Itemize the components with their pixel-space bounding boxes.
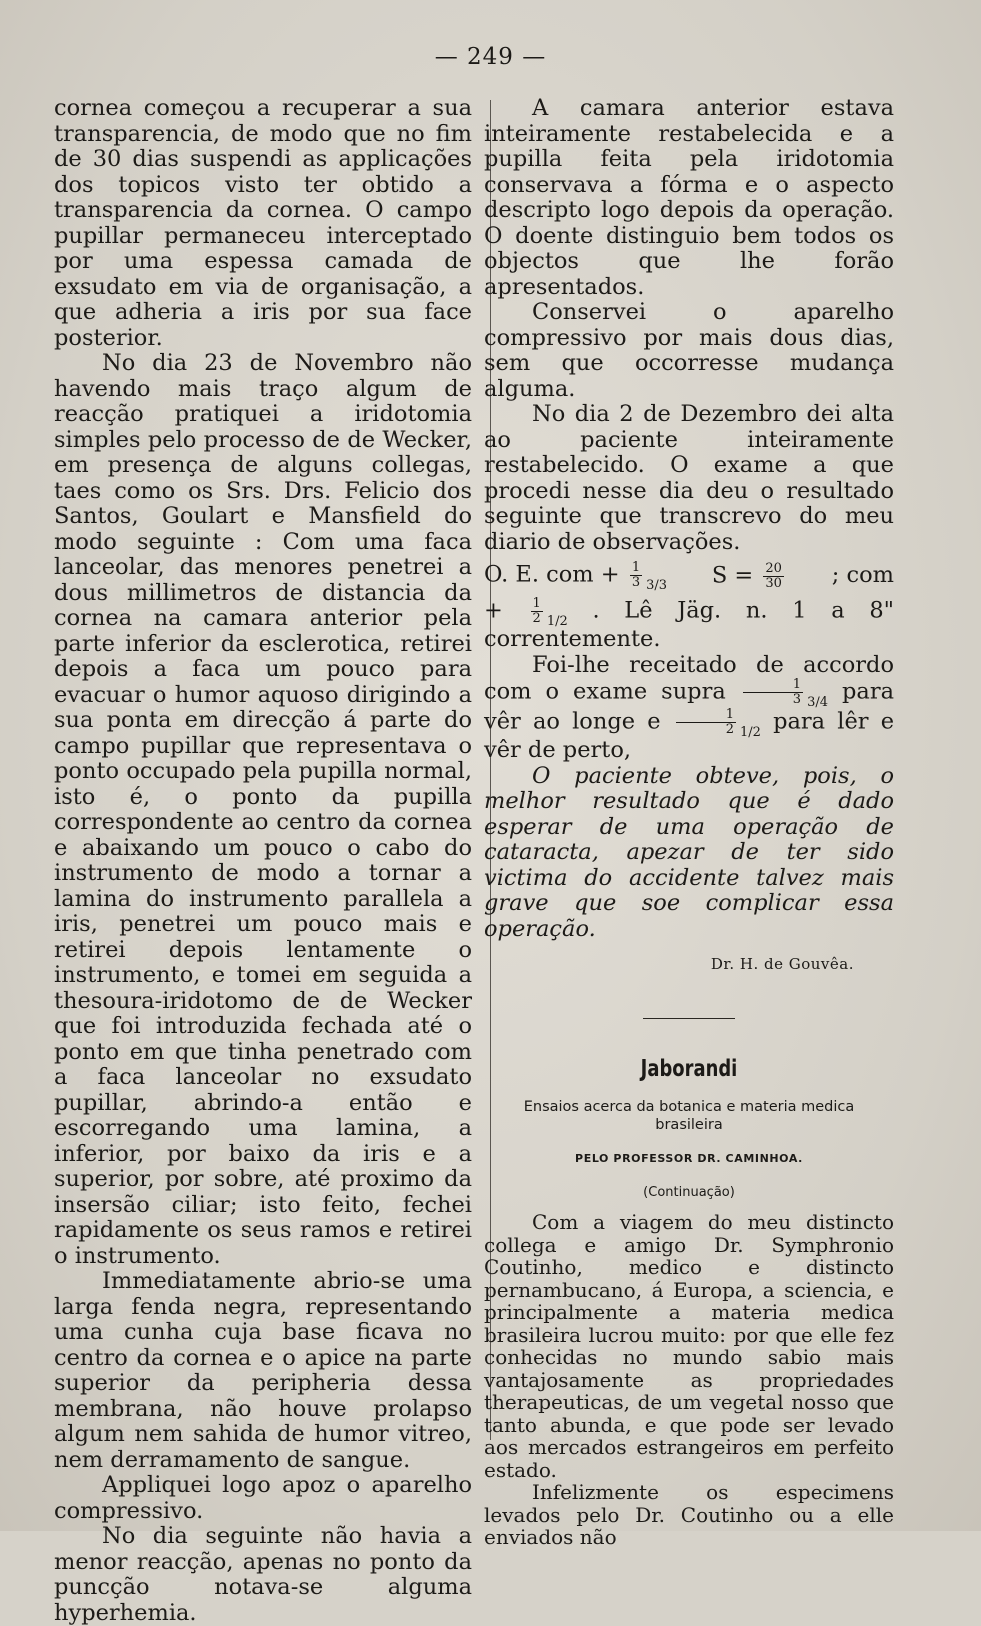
fraction: $\frac{1}{2}$ xyxy=(676,708,736,737)
formula-text: S = $\frac{20}{30}$ xyxy=(711,560,782,591)
paragraph: Foi-lhe receitado de accordo com o exame supra $\frac{1}{3}$ $_{3/4}$ para vêr ao longe e $\frac{1}{2}$ $_{1/2}$ para lêr e vêr de perto, xyxy=(484,651,895,763)
article-title: Jaborandi xyxy=(640,1055,738,1082)
paragraph: A camara anterior estava inteiramente restabelecida e a pupilla feita pela iridotomia conservava a fórma e o aspecto descripto logo depois da operação. O doente distinguio bem todos os objectos que lhe forão apresentados. xyxy=(484,95,894,300)
continuation-note: (Continuação) xyxy=(643,1184,735,1200)
article-subtitle: Ensaios acerca da botanica e materia medica brasileira xyxy=(523,1099,855,1133)
page-number: — 249 — xyxy=(434,44,547,70)
fraction: $\frac{1}{2}$ xyxy=(532,596,541,626)
paragraph: No dia seguinte não havia a menor reacção, apenas no ponto da puncção notava-se alguma hyperhemia. xyxy=(54,1523,472,1626)
left-column xyxy=(54,96,472,1626)
paragraph: Immediatamente abrio-se uma larga fenda negra, representando uma cunha cuja base ficava no centro da cornea e o apice na parte superior da peripheria dessa membrana, não houve prolapso algum nem sahida de humor vitreo, nem derramamento de sangue. xyxy=(54,1268,472,1473)
signature: Dr. H. de Gouvêa. xyxy=(710,955,854,973)
paragraph: Conservei o aparelho compressivo por mais dous dias, sem que occorresse mudança alguma. xyxy=(484,299,894,402)
fraction: $\frac{20}{30}$ xyxy=(765,560,782,591)
paragraph: Com a viagem do meu distincto collega e amigo Dr. Symphronio Coutinho, medico e distincto pernambucano, á Europa, a sciencia, e principalmente a materia medica brasileira lucrou muito: por que elle fez conhecidas no mundo sabio mais vantajosamente as propriedades therapeuticas, de um vegetal nosso que tanto abunda, e que pode ser levado aos mercados estrangeiros em perfeito estado. xyxy=(484,1210,894,1482)
paragraph: No dia 2 de Dezembro dei alta ao paciente inteiramente restabelecido. O exame a que procedi nesse dia deu o resultado seguinte que transcrevo do meu diario de observações. xyxy=(484,401,894,555)
paragraph: Appliquei logo apoz o aparelho compressivo. xyxy=(54,1472,472,1524)
formula-line: + $\frac{1}{2}$ $_{1/2}$ . Lê Jäg. n. 1 a 8" correntemente. xyxy=(484,596,894,652)
formula-text: O. E. com + $\frac{1}{3}$ $_{3/3}$ xyxy=(484,560,668,593)
fraction: $\frac{1}{3}$ xyxy=(743,678,803,707)
paragraph: cornea começou a recuperar a sua transparencia, de modo que no fim de 30 dias suspendi as applicações dos topicos visto ter obtido a transparencia da cornea. O campo pupillar permaneceu interceptado por uma espessa camada de exsudato em via de organisação, a que adheria a iris por sua face posterior. xyxy=(54,95,472,351)
formula-line xyxy=(484,561,894,591)
fraction: $\frac{1}{3}$ xyxy=(631,560,641,590)
right-column xyxy=(484,96,894,1549)
paragraph: O paciente obteve, pois, o melhor resultado que é dado esperar de uma operação de cataracta, apezar de ter sido victima do accidente talvez mais grave que soe complicar essa operação. xyxy=(484,762,894,942)
section-divider xyxy=(643,1018,735,1019)
byline: PELO PROFESSOR DR. CAMINHOA. xyxy=(575,1152,803,1165)
paragraph: Infelizmente os especimens levados pelo Dr. Coutinho ou a elle enviados não xyxy=(484,1480,894,1549)
paragraph: No dia 23 de Novembro não havendo mais traço algum de reacção pratiquei a iridotomia simples pelo processo de de Wecker, em presença de alguns collegas, taes como os Srs. Drs. Felicio dos Santos, Goulart e Mansfield do modo seguinte : Com uma faca lanceolar, das menores penetrei a dous millimetros de distancia da cornea na camara anterior pela parte inferior da esclerotica, retirei depois a faca um pouco para evacuar o humor aquoso dirigindo a sua ponta em direcção á parte do campo pupillar que representava o ponto occupado pela pupilla normal, isto é, o ponto da pupilla correspondente ao centro da cornea e abaixando um pouco o cabo do instrumento de modo a tornar a lamina do instrumento parallela a iris, penetrei um pouco mais e retirei depois lentamente o instrumento, e tomei em seguida a thesoura-iridotomo de de Wecker que foi introduzida fechada até o ponto em que tinha penetrado com a faca lanceolar no exsudato pupillar, abrindo-a então e escorregando uma lamina, a inferior, por baixo da iris e a superior, por sobre, até proximo da insersão ciliar; isto feito, fechei rapidamente os seus ramos e retirei o instrumento. xyxy=(54,350,472,1269)
formula-text: ; com xyxy=(831,562,894,589)
